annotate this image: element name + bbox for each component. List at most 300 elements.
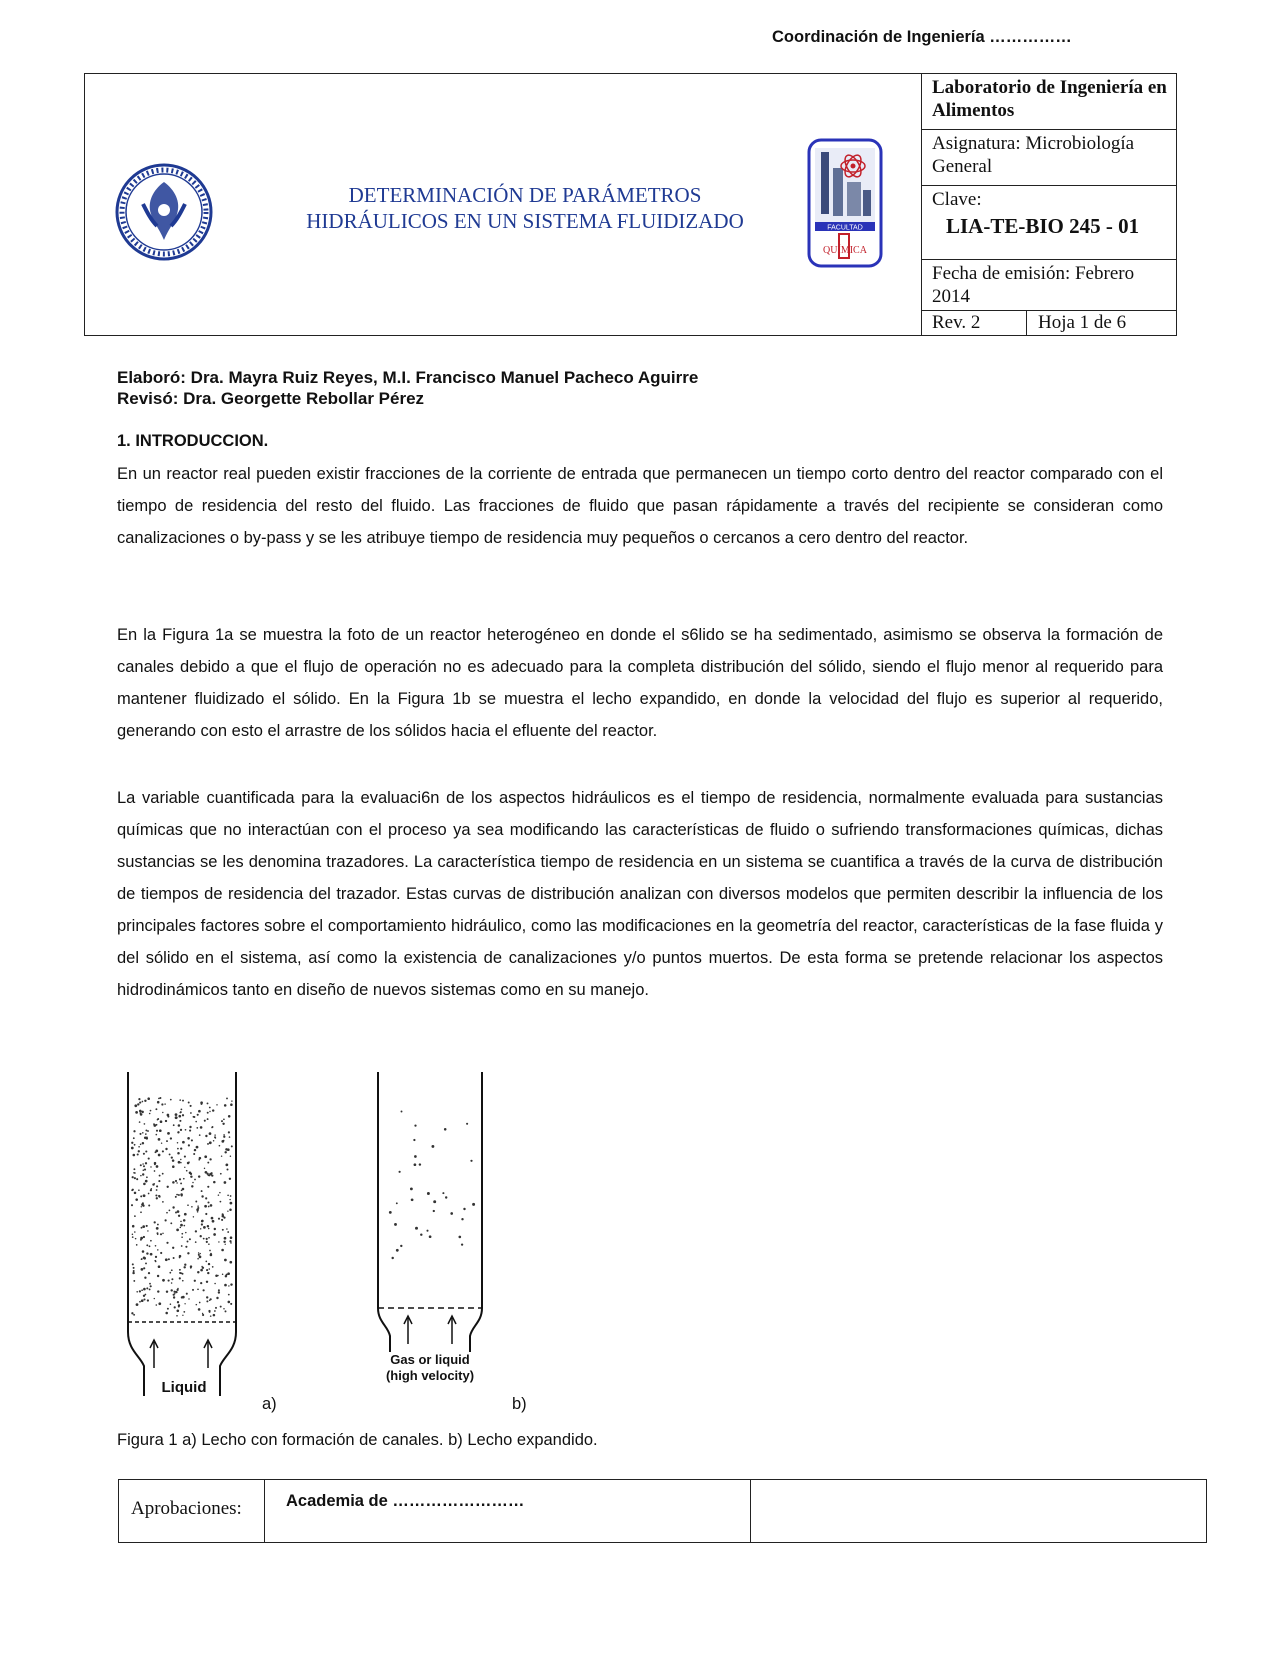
particle xyxy=(221,1249,224,1252)
particle xyxy=(169,1210,171,1212)
particle xyxy=(182,1114,184,1116)
particle xyxy=(226,1168,228,1170)
particle xyxy=(180,1224,183,1227)
particle xyxy=(141,1111,144,1114)
particle xyxy=(223,1241,225,1243)
particle xyxy=(155,1304,157,1306)
particle xyxy=(193,1153,195,1155)
particle xyxy=(396,1249,399,1252)
particle xyxy=(180,1162,182,1164)
particle xyxy=(142,1163,144,1165)
particle xyxy=(142,1101,144,1103)
particle xyxy=(136,1244,138,1246)
particle xyxy=(181,1245,183,1247)
figure-b-expanded-bed xyxy=(370,1070,492,1392)
particle xyxy=(143,1165,145,1167)
faculty-logo-icon xyxy=(807,138,883,268)
particle xyxy=(213,1314,216,1317)
particle xyxy=(144,1169,146,1171)
particle xyxy=(220,1201,222,1203)
particle xyxy=(146,1176,148,1178)
reviso: Revisó: Dra. Georgette Rebollar Pérez xyxy=(117,389,425,408)
particle xyxy=(171,1282,173,1284)
particle xyxy=(149,1288,151,1290)
particle xyxy=(148,1205,150,1207)
particle xyxy=(178,1306,180,1308)
particle xyxy=(143,1288,146,1291)
particle xyxy=(196,1146,199,1149)
particle xyxy=(133,1137,135,1139)
particle xyxy=(131,1312,133,1314)
particle xyxy=(396,1202,398,1204)
particle xyxy=(175,1113,178,1116)
particle xyxy=(139,1110,142,1113)
particle xyxy=(177,1301,179,1303)
particle xyxy=(230,1155,231,1156)
particle xyxy=(179,1255,182,1258)
particle xyxy=(171,1269,173,1271)
particle xyxy=(165,1120,167,1122)
particle xyxy=(131,1204,133,1206)
particle xyxy=(196,1127,198,1129)
particle xyxy=(178,1215,180,1217)
particle xyxy=(230,1236,233,1239)
particle xyxy=(154,1163,156,1165)
particle xyxy=(188,1161,190,1163)
particle xyxy=(132,1225,135,1228)
particle xyxy=(192,1182,194,1184)
particle xyxy=(215,1307,217,1309)
particle xyxy=(170,1099,172,1101)
particle xyxy=(198,1252,199,1253)
particle xyxy=(167,1116,169,1118)
particle xyxy=(131,1189,133,1191)
particle xyxy=(184,1264,186,1266)
particle xyxy=(139,1301,141,1303)
particle xyxy=(204,1205,207,1208)
particle xyxy=(165,1312,168,1315)
particle xyxy=(215,1137,217,1139)
particle xyxy=(155,1108,157,1110)
particle xyxy=(203,1226,206,1229)
particle xyxy=(230,1103,233,1106)
particle xyxy=(175,1180,177,1182)
particle xyxy=(179,1272,181,1274)
particle xyxy=(140,1175,142,1177)
particle xyxy=(153,1124,156,1127)
particle xyxy=(210,1254,213,1257)
particle xyxy=(228,1131,230,1133)
particle xyxy=(209,1107,211,1109)
particle xyxy=(223,1118,225,1120)
particle xyxy=(183,1219,186,1222)
particle xyxy=(208,1228,210,1230)
particle xyxy=(184,1225,186,1227)
particle xyxy=(146,1252,148,1254)
particle xyxy=(224,1284,227,1287)
particle xyxy=(180,1221,182,1223)
particle xyxy=(149,1283,151,1285)
particle xyxy=(155,1151,157,1153)
particle xyxy=(175,1212,177,1214)
particle xyxy=(199,1302,201,1304)
particle xyxy=(177,1148,179,1150)
particle xyxy=(401,1111,403,1113)
particle xyxy=(201,1223,203,1225)
particle xyxy=(181,1233,183,1235)
particle xyxy=(143,1195,144,1196)
particle xyxy=(132,1272,134,1274)
particle xyxy=(161,1143,162,1144)
particle xyxy=(195,1230,197,1232)
particle xyxy=(182,1280,184,1282)
particle xyxy=(135,1111,138,1114)
particle xyxy=(221,1120,223,1122)
particle xyxy=(149,1113,151,1115)
particle xyxy=(145,1294,147,1296)
particle xyxy=(146,1287,148,1289)
particle xyxy=(167,1186,169,1188)
particle xyxy=(216,1104,217,1105)
particle xyxy=(188,1144,190,1146)
particle xyxy=(132,1236,134,1238)
particle xyxy=(229,1209,232,1212)
particle xyxy=(218,1218,220,1220)
particle xyxy=(167,1132,170,1135)
clave-value: LIA-TE-BIO 245 - 01 xyxy=(946,214,1140,238)
particle xyxy=(220,1173,222,1175)
particle xyxy=(206,1296,208,1298)
particle xyxy=(160,1120,163,1123)
academia-text: Academia de …………………… xyxy=(286,1492,525,1510)
particle xyxy=(150,1240,152,1242)
particle xyxy=(140,1211,142,1213)
particle xyxy=(178,1161,181,1164)
particle xyxy=(187,1137,190,1140)
particle xyxy=(183,1266,185,1268)
particle xyxy=(182,1296,185,1299)
particle xyxy=(176,1182,177,1183)
particle xyxy=(190,1267,192,1269)
particle xyxy=(182,1100,184,1102)
particle xyxy=(140,1113,143,1116)
particle xyxy=(155,1256,157,1258)
particle xyxy=(207,1112,209,1114)
university-seal-icon xyxy=(113,162,215,262)
particle xyxy=(139,1290,141,1292)
particle xyxy=(134,1144,136,1146)
document-header xyxy=(84,73,1177,336)
particle xyxy=(143,1256,146,1259)
particle xyxy=(190,1175,192,1177)
particle xyxy=(170,1289,172,1291)
particle xyxy=(400,1245,402,1247)
particle xyxy=(142,1205,144,1207)
particle xyxy=(142,1132,144,1134)
particle xyxy=(185,1232,186,1233)
particle xyxy=(148,1193,150,1195)
particle xyxy=(173,1257,175,1259)
particle xyxy=(209,1250,211,1252)
particle xyxy=(411,1198,414,1201)
particle xyxy=(159,1097,161,1099)
particle xyxy=(463,1208,465,1210)
particle xyxy=(195,1201,197,1203)
particle xyxy=(185,1246,187,1248)
particle xyxy=(219,1145,221,1147)
particle xyxy=(137,1103,139,1105)
particle xyxy=(225,1275,227,1277)
particle xyxy=(176,1229,179,1232)
particle xyxy=(209,1268,211,1270)
particle xyxy=(184,1303,185,1304)
particle xyxy=(157,1118,159,1120)
particle xyxy=(139,1102,141,1104)
particle xyxy=(143,1236,145,1238)
particle xyxy=(158,1154,161,1157)
particle xyxy=(208,1237,210,1239)
particle xyxy=(136,1291,138,1293)
particle xyxy=(211,1217,214,1220)
particle xyxy=(190,1105,192,1107)
particle xyxy=(181,1109,183,1111)
particle xyxy=(224,1104,227,1107)
particle xyxy=(175,1116,178,1119)
particle xyxy=(172,1159,175,1162)
particle xyxy=(157,1101,160,1104)
particle xyxy=(141,1299,144,1302)
particle xyxy=(170,1303,172,1305)
particle xyxy=(228,1285,229,1286)
particle xyxy=(199,1134,201,1136)
particle xyxy=(200,1103,202,1105)
lab-name: Laboratorio de Ingeniería en Alimentos xyxy=(922,74,1177,130)
particle xyxy=(145,1262,147,1264)
particle xyxy=(209,1300,211,1302)
particle xyxy=(141,1268,144,1271)
particle xyxy=(195,1121,197,1123)
particle xyxy=(208,1263,210,1265)
particle xyxy=(170,1137,172,1139)
particle xyxy=(212,1126,214,1128)
particle xyxy=(168,1280,170,1282)
particle xyxy=(140,1195,142,1197)
particle xyxy=(224,1237,227,1240)
particle xyxy=(197,1258,199,1260)
particle xyxy=(187,1252,189,1254)
particle xyxy=(198,1308,201,1311)
authors-block xyxy=(117,367,1117,409)
particle xyxy=(177,1288,179,1290)
particle xyxy=(201,1195,203,1197)
particle xyxy=(197,1114,199,1116)
particle xyxy=(194,1179,196,1181)
particle xyxy=(178,1194,180,1196)
particle xyxy=(196,1304,198,1306)
particle xyxy=(231,1145,233,1147)
particle xyxy=(150,1166,151,1167)
title-line-1: DETERMINACIÓN DE PARÁMETROS xyxy=(348,183,702,207)
particle xyxy=(169,1153,171,1155)
particle xyxy=(162,1233,163,1234)
particle xyxy=(458,1236,461,1239)
particle xyxy=(183,1311,185,1313)
particle xyxy=(225,1244,226,1245)
particle xyxy=(200,1235,202,1237)
particle xyxy=(442,1192,444,1194)
particle xyxy=(141,1289,143,1291)
particle xyxy=(173,1291,175,1293)
particle xyxy=(166,1242,168,1244)
particle xyxy=(200,1282,202,1284)
particle xyxy=(160,1233,162,1235)
particle xyxy=(210,1204,213,1207)
particle xyxy=(179,1269,181,1271)
particle xyxy=(156,1185,158,1187)
particle xyxy=(231,1100,232,1101)
particle xyxy=(214,1310,216,1312)
particle xyxy=(157,1234,159,1236)
particle xyxy=(230,1195,232,1197)
particle xyxy=(180,1159,181,1160)
figure-b-label: b) xyxy=(512,1395,527,1413)
particle xyxy=(135,1238,137,1240)
coordinacion-text: Coordinación de Ingeniería …………… xyxy=(772,28,1072,46)
particle xyxy=(132,1234,134,1236)
particle xyxy=(414,1124,416,1126)
particle xyxy=(227,1210,228,1211)
particle xyxy=(162,1112,163,1113)
particle xyxy=(156,1130,158,1132)
particle xyxy=(154,1170,156,1172)
particle xyxy=(207,1201,209,1203)
particle xyxy=(175,1196,177,1198)
academia-cell xyxy=(264,1480,751,1542)
particle xyxy=(223,1217,225,1219)
particle xyxy=(229,1261,232,1264)
particle xyxy=(177,1210,180,1213)
particle xyxy=(204,1168,205,1169)
particle xyxy=(227,1231,229,1233)
particle xyxy=(159,1129,162,1132)
particle xyxy=(133,1267,135,1269)
particle xyxy=(193,1116,195,1118)
particle xyxy=(157,1249,159,1251)
particle xyxy=(148,1158,150,1160)
particle xyxy=(225,1164,227,1166)
particle xyxy=(224,1181,227,1184)
particle xyxy=(188,1298,189,1299)
particle xyxy=(470,1160,472,1162)
particle xyxy=(140,1164,142,1166)
revision: Rev. 2 xyxy=(932,312,981,333)
particle xyxy=(207,1143,209,1145)
particle xyxy=(201,1190,203,1192)
particle xyxy=(182,1188,185,1191)
particle xyxy=(174,1293,175,1294)
particle xyxy=(199,1253,200,1254)
particle xyxy=(414,1155,417,1158)
particle xyxy=(224,1259,227,1262)
particle xyxy=(202,1267,204,1269)
particle xyxy=(139,1133,141,1135)
approvals-label-cell xyxy=(119,1480,265,1542)
particle xyxy=(133,1154,136,1157)
particle xyxy=(414,1163,417,1166)
particle xyxy=(218,1289,220,1291)
particle xyxy=(156,1134,158,1136)
particle xyxy=(138,1189,140,1191)
particle xyxy=(156,1197,158,1199)
particle xyxy=(145,1129,147,1131)
particle xyxy=(193,1216,194,1217)
particle xyxy=(189,1172,192,1175)
particle xyxy=(171,1278,173,1280)
particle xyxy=(138,1098,140,1100)
approvals-table xyxy=(118,1479,1207,1543)
info-panel xyxy=(921,74,1177,335)
particle xyxy=(212,1220,215,1223)
particle xyxy=(410,1187,413,1190)
particle xyxy=(208,1243,210,1245)
document-title xyxy=(265,182,785,234)
particles-a xyxy=(131,1097,233,1317)
particle xyxy=(132,1176,134,1178)
particle xyxy=(177,1142,179,1144)
particle xyxy=(141,1206,142,1207)
particle xyxy=(165,1258,168,1261)
particle xyxy=(189,1238,191,1240)
particle xyxy=(146,1244,148,1246)
particle xyxy=(225,1310,227,1312)
particle xyxy=(156,1189,158,1191)
particle xyxy=(200,1126,203,1129)
particle xyxy=(150,1110,152,1112)
particle xyxy=(207,1162,209,1164)
particle xyxy=(134,1177,136,1179)
particle xyxy=(134,1192,137,1195)
particle xyxy=(166,1290,168,1292)
particle xyxy=(178,1115,181,1118)
particle xyxy=(208,1206,210,1208)
particle xyxy=(227,1272,230,1275)
particle xyxy=(429,1235,432,1238)
particle xyxy=(135,1198,138,1201)
particle xyxy=(140,1144,142,1146)
particle xyxy=(218,1194,220,1196)
particle xyxy=(200,1228,201,1229)
particle xyxy=(198,1175,200,1177)
particle xyxy=(145,1133,147,1135)
particle xyxy=(221,1219,223,1221)
particle xyxy=(172,1181,175,1184)
particle xyxy=(182,1141,185,1144)
figure-caption: Figura 1 a) Lecho con formación de canales. b) Lecho expandido. xyxy=(117,1431,598,1449)
particle xyxy=(230,1202,233,1205)
particle xyxy=(209,1173,212,1176)
particle xyxy=(206,1281,208,1283)
particle xyxy=(204,1155,207,1158)
particle xyxy=(191,1139,193,1141)
particle xyxy=(228,1115,231,1118)
particle xyxy=(209,1132,212,1135)
asignatura: Asignatura: Microbiología General xyxy=(922,130,1177,186)
particle xyxy=(158,1265,161,1268)
particle xyxy=(172,1206,174,1208)
particle xyxy=(162,1150,164,1152)
particle xyxy=(182,1315,183,1316)
approvals-label: Aprobaciones: xyxy=(131,1498,242,1519)
